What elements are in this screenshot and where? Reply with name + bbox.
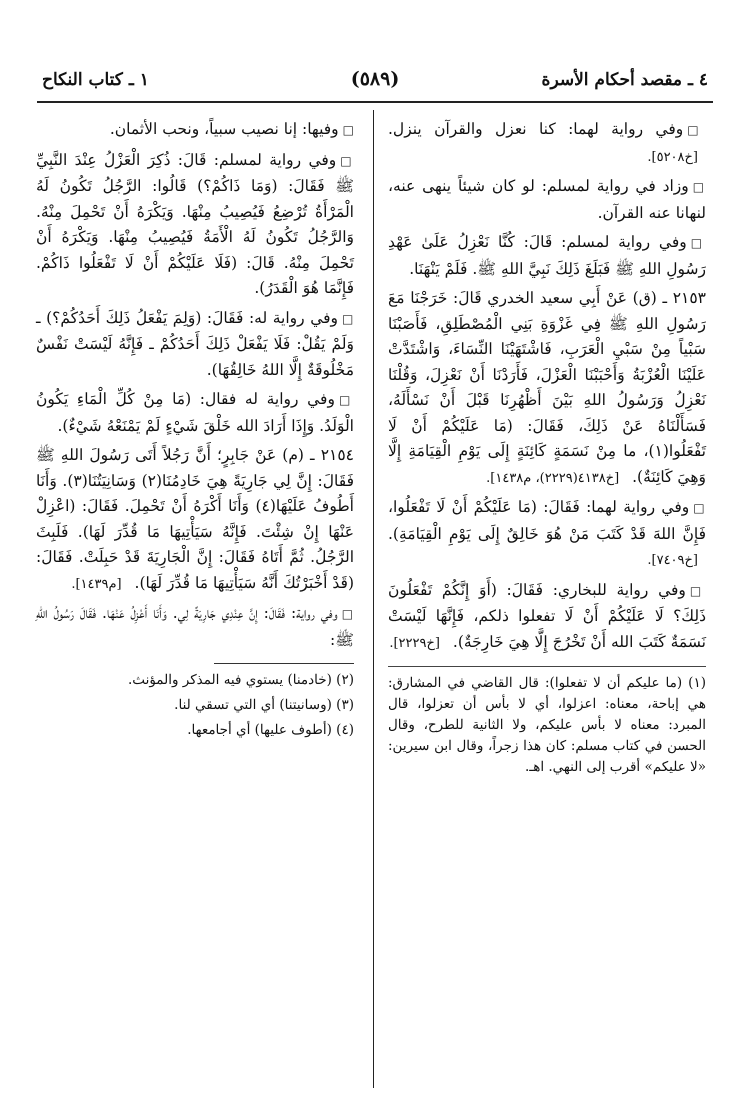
hadith-paragraph <box>36 387 354 439</box>
paragraph-text: وفي رواية لمسلم: قَالَ: كُنَّا نَعْزِلُ عَلَىٰ عَهْدِ رَسُولِ اللهِ ﷺ فَبَلَغَ ذَلِكَ نَبِيَّ اللهِ ﷺ. فَلَمْ يَنْهَنَا. <box>388 233 706 278</box>
hadith-paragraph <box>388 117 706 170</box>
narration-marker-icon: □ <box>693 501 706 515</box>
page-number: (٥٨٩) <box>350 68 400 90</box>
narration-marker-icon: □ <box>342 311 354 326</box>
hadith-paragraph <box>388 578 706 657</box>
paragraph-text: ٢١٥٤ ـ (م) عَنْ جَابِرٍ؛ أَنَّ رَجُلاً أَتَى رَسُولَ اللهِ ﷺ فَقَالَ: إِنَّ لِي جَارِيَةً هِيَ خَادِمُنَا(٢) وَسَانِيَتُنَا(٣). وَأَنَا أَطُوفُ عَلَيْهَا(٤) وَأَنَا أَكْرَهُ أَنْ تَحْمِلَ. فَقَالَ: (اعْزِلْ عَنْهَا إِنْ شِئْتَ. فَإِنَّهُ سَيَأْتِيهَا مَا قُدِّرَ لَهَا). فَلَبِثَ الرَّجُلُ. ثُمَّ أَتَاهُ فَقَالَ: إِنَّ الْجَارِيَةَ قَدْ حَبِلَتْ. فَقَالَ: (قَدْ أَخْبَرْتُكَ أَنَّهُ سَيَأْتِيهَا مَا قُدِّرَ لَهَا). <box>36 446 354 592</box>
hadith-paragraph <box>36 306 354 384</box>
paragraph-text: وفي رواية له فقال: (مَا مِنْ كُلِّ الْمَاءِ يَكُونُ الْوَلَدُ. وَإِذَا أَرَادَ الله خَلْقَ شَيْءٍ لَمْ يَمْنَعْهُ شَيْءٌ). <box>36 390 354 435</box>
page-header <box>0 62 750 96</box>
hadith-paragraph <box>36 148 354 302</box>
narration-marker-icon: □ <box>687 123 707 137</box>
narration-marker-icon: □ <box>341 607 354 621</box>
hadith-paragraph <box>388 286 706 491</box>
narration-marker-icon: □ <box>689 583 706 598</box>
footnote: (١) (ما عليكم أن لا تفعلوا): قال القاضي في المشارق: هي إباحة، معناه: اعزلوا، أي لا بأس أن تعزلوا، قال المبرد: معناه لا بأس عليكم، ولا الثانية للطرح، وقال الحسن في كتاب مسلم: كان هذا زجراً، وقال ابن سيرين: «لا عليكم» أقرب إلى النهي. اهـ. <box>388 666 706 778</box>
narration-marker-icon: □ <box>340 153 354 168</box>
paragraph-text: ٢١٥٣ ـ (ق) عَنْ أَبِي سعيد الخدري قَالَ: خَرَجْنَا مَعَ رَسُولِ اللهِ ﷺ فِي غَزْوَةِ بَنِي الْمُصْطَلِقِ، فَأَصَبْنَا سَبْياً مِنْ سَبْيِ الْعَرَبِ، فَاشْتَهَيْنَا النِّسَاءَ، وَاشْتَدَّتْ عَلَيْنَا الْعُزْبَةُ وَأَحْبَبْنَا الْعَزْلَ، فَأَرَدْنَا أَنْ نَعْزِلَ، وَقُلْنَا نَعْزِلُ وَرَسُولُ اللهِ بَيْنَ أَظْهُرِنَا قَبْلَ أَنْ نَسْأَلَهُ، فَسَأَلْنَاهُ عَنْ ذَلِكَ، فَقَالَ: (مَا عَلَيْكُمْ أَنْ لَا تَفْعَلُوا(١)، ما مِنْ نَسَمَةٍ كَائِنَةٍ إِلَى يَوْمِ الْقِيَامَةِ إِلَّا وَهِيَ كَائِنَةٌ). <box>388 289 706 486</box>
hadith-paragraph <box>388 230 706 282</box>
left-column <box>36 117 354 745</box>
source-reference: [م١٤٣٩]. <box>71 576 122 592</box>
hadith-paragraph <box>388 174 706 226</box>
header-rule <box>37 101 713 103</box>
paragraph-text: وفي رواية: فَقَالَ: إِنَّ عِنْدِي جَارِيَةً لِي. وَأَنَا أَعْزِلُ عَنْهَا. فَقَالَ رَسُولُ اللهِ ﷺ: <box>36 604 354 649</box>
footnote: (٢) (خادمنا) يستوي فيه المذكر والمؤنث. <box>128 672 354 688</box>
paragraph-text: وفي رواية له: فَقَالَ: (وَلِمَ يَفْعَلُ ذَلِكَ أَحَدُكُمْ؟) ـ وَلَمْ يَقُلْ: فَلَا يَفْعَلْ ذَلِكَ أَحَدُكُمْ ـ فَإِنَّهُ لَيْسَتْ نَفْسٌ مَخْلُوقَةٌ إِلَّا اللهُ خَالِقُهَا). <box>36 308 354 379</box>
paragraph-text: وفي رواية لمسلم: قَالَ: ذُكِرَ الْعَزْلُ عِنْدَ النَّبِيِّ ﷺ فَقَالَ: (وَمَا ذَاكُمْ؟) قَالُوا: الرَّجُلُ تَكُونُ لَهُ الْمَرْأَةُ تُرْضِعُ فَيُصِيبُ مِنْهَا. وَيَكْرَهُ أَنْ تَحْمِلَ مِنْهُ. وَالرَّجُلُ تَكُونُ لَهُ الْأَمَةُ فَيُصِيبُ مِنْهَا. وَيَكْرَهُ أَنْ تَحْمِلَ مِنْهُ. قَالَ: (فَلَا عَلَيْكُمْ أَنْ لَا تَفْعَلُوا ذَاكُمْ. فَإِنَّمَا هُوَ الْقَدَرُ). <box>36 150 354 297</box>
narration-marker-icon: □ <box>338 393 354 407</box>
paragraph-text: وزاد في رواية لمسلم: لو كان شيئاً ينهى عنه، لنهانا عنه القرآن. <box>388 177 706 222</box>
narration-marker-icon: □ <box>692 180 707 194</box>
hadith-paragraph <box>36 601 354 653</box>
header-chapter-title: ١ ـ كتاب النكاح <box>42 70 149 90</box>
narration-marker-icon: □ <box>342 123 354 137</box>
paragraph-text: وفي رواية لهما: كنا نعزل والقرآن ينزل. <box>388 120 684 138</box>
hadith-paragraph <box>388 495 706 574</box>
footnote: (٣) (وسانيتنا) أي التي تسقي لنا. <box>174 697 354 713</box>
column-divider <box>373 110 374 1088</box>
hadith-paragraph <box>36 443 354 597</box>
source-reference: [خ٤١٣٨(٢٢٢٩)، م١٤٣٨]. <box>486 470 620 486</box>
narration-marker-icon: □ <box>690 236 707 250</box>
header-section-title: ٤ ـ مقصد أحكام الأسرة <box>541 70 708 90</box>
paragraph-text: وفي رواية للبخاري: فَقَالَ: (أَوَ إِنَّكُمْ تَفْعَلُونَ ذَلِكَ؟ لَا عَلَيْكُمْ أَنْ لَا تفعلوا ذلكم، فَإِنَّهَا لَيْسَتْ نَسَمَةٌ كَتَبَ الله أَنْ تَخْرُجَ إِلَّا هِيَ خَارِجَةٌ). <box>388 580 706 651</box>
source-reference: [خ٢٢٢٩]. <box>389 635 440 651</box>
footnote: (٤) (أطوف عليها) أي أجامعها. <box>187 722 354 738</box>
source-reference: [خ٥٢٠٨]. <box>647 149 698 165</box>
paragraph-text: وفي رواية لهما: فَقَالَ: (مَا عَلَيْكُمْ أَنْ لَا تَفْعَلُوا، فَإِنَّ اللهَ قَدْ كَتَبَ مَنْ هُوَ خَالِقٌ إِلَى يَوْمِ الْقِيَامَةِ). <box>388 498 706 543</box>
hadith-paragraph <box>36 117 354 144</box>
footnote-rule <box>214 663 354 664</box>
right-column <box>388 117 706 782</box>
paragraph-text: وفيها: إنا نصيب سبياً، ونحب الأثمان. <box>109 120 339 138</box>
source-reference: [خ٧٤٠٩]. <box>647 553 698 568</box>
